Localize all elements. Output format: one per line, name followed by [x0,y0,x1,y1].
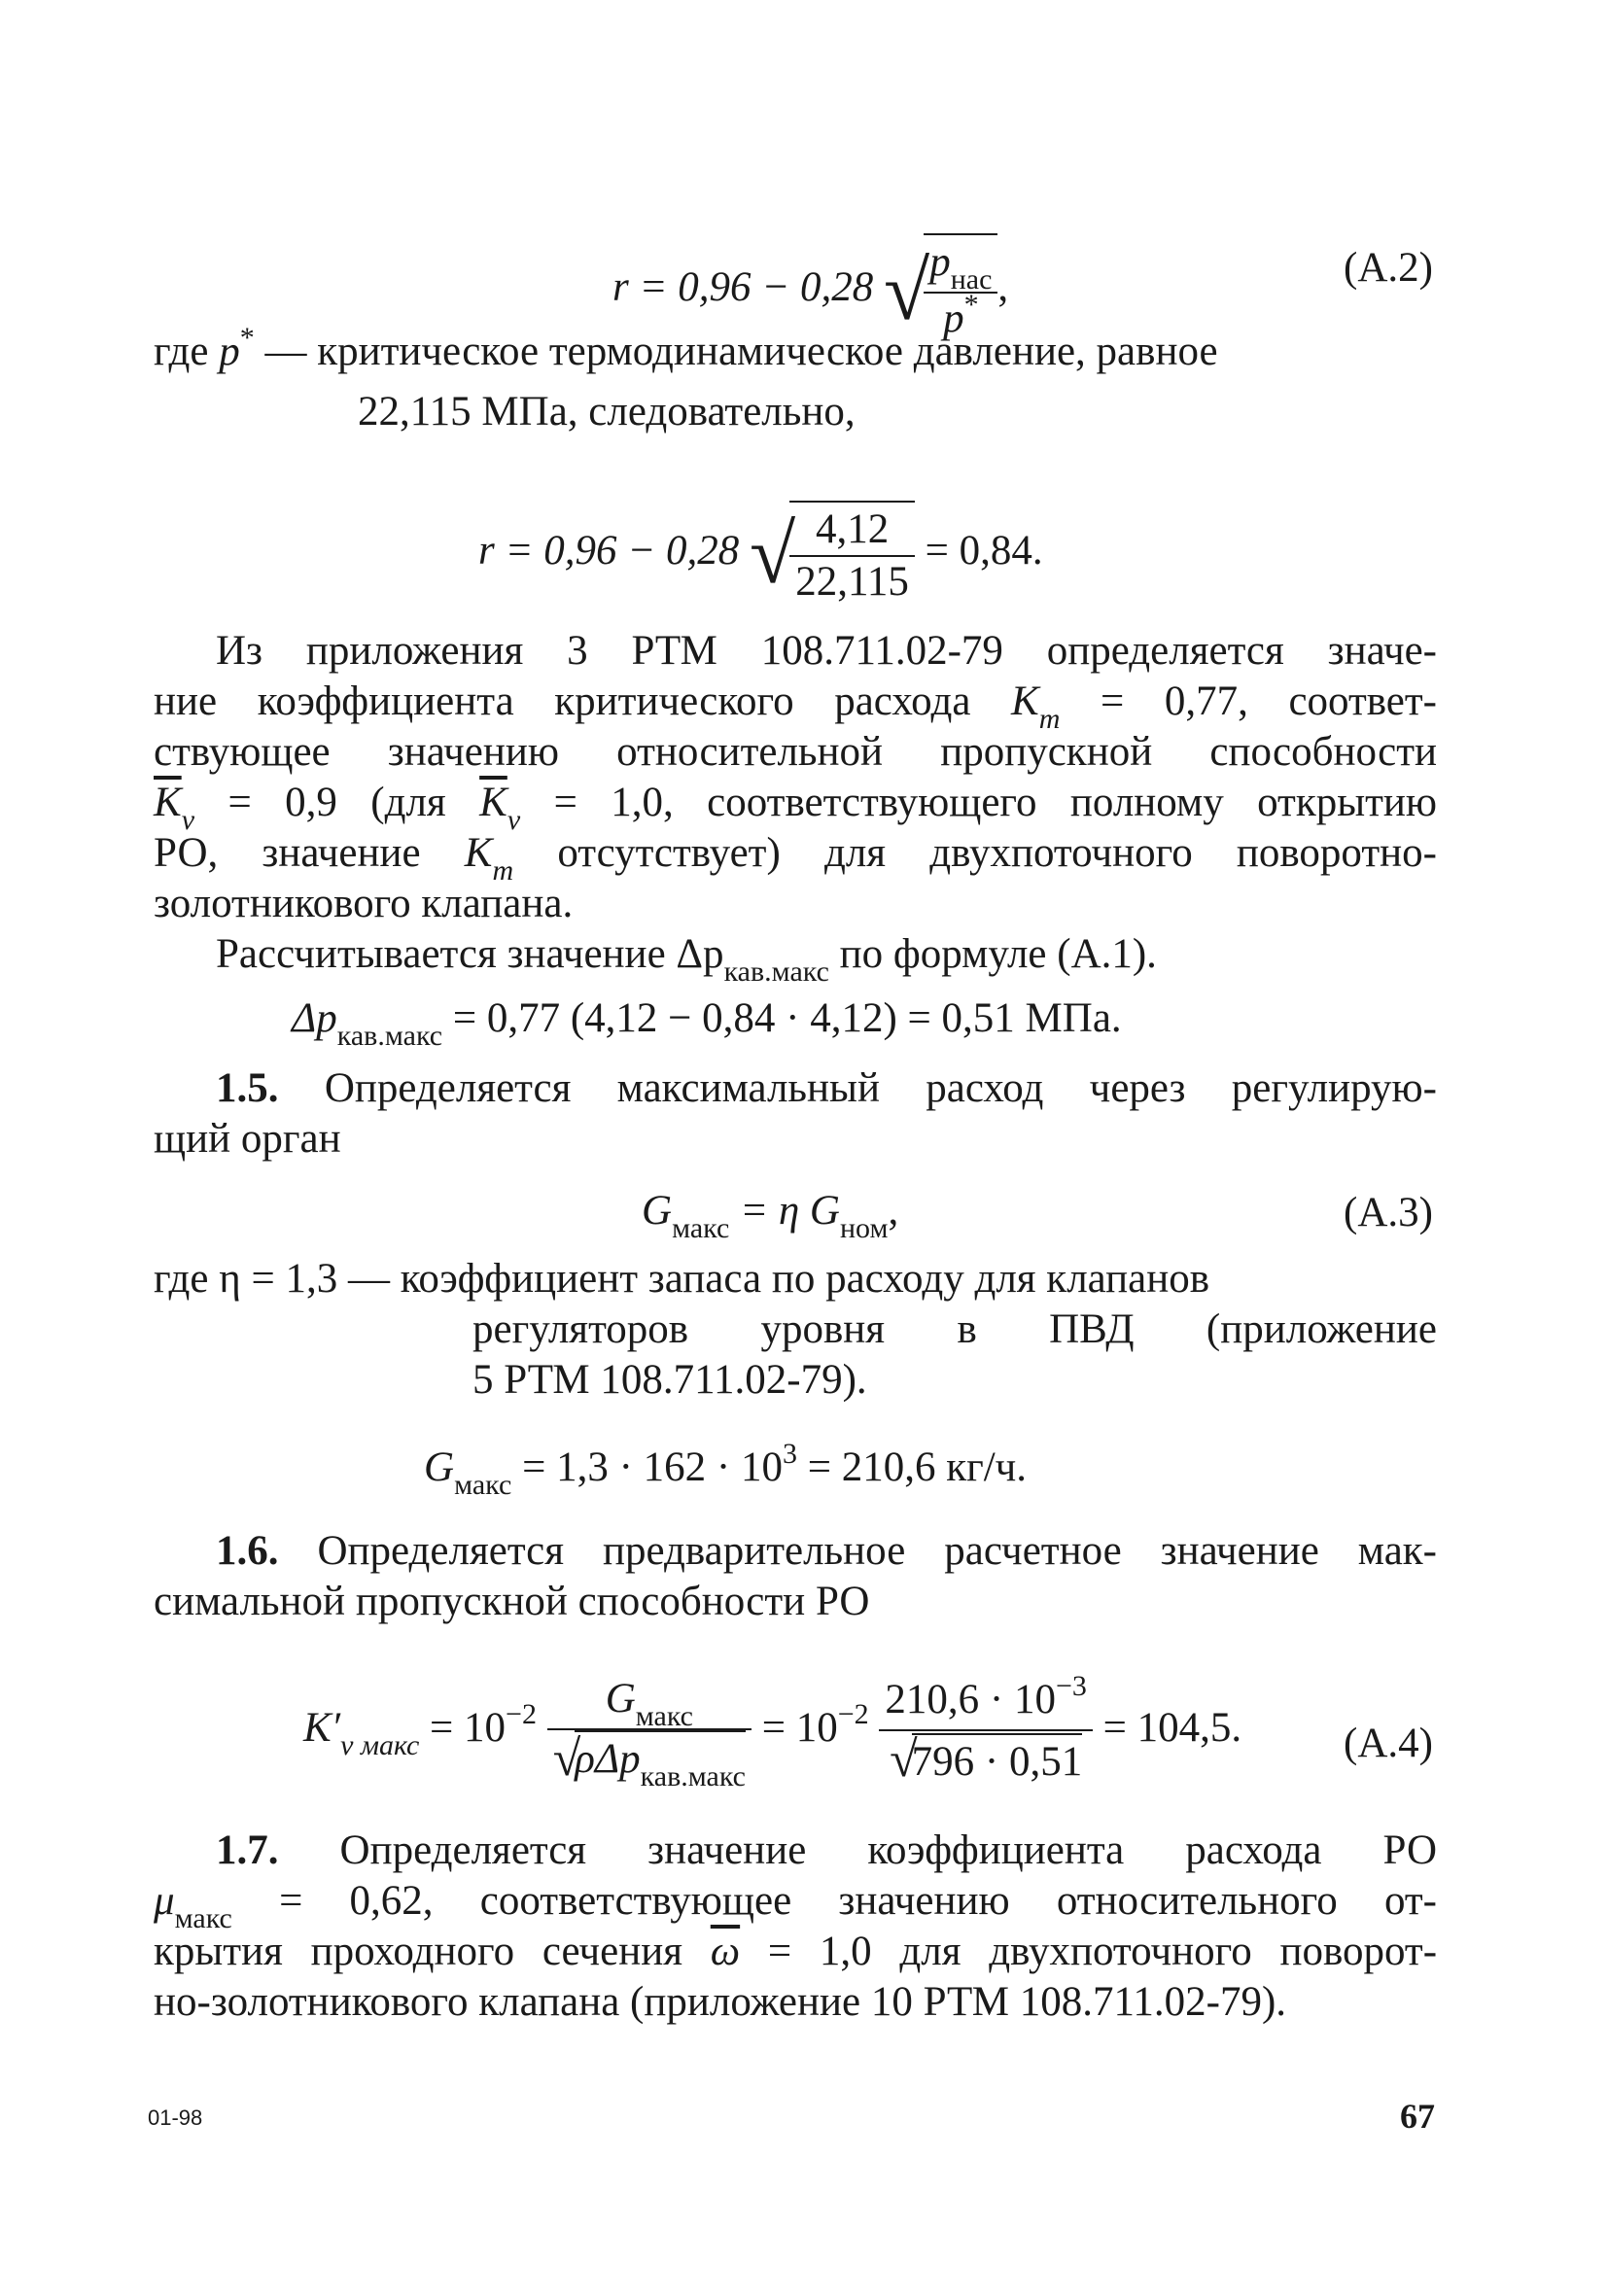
para-app3-line6: золотникового клапана. [154,881,574,926]
sec-1-7-omega: $\overline{\omega}$ [710,1929,741,1974]
eq-a2-tail: , [997,263,1009,310]
para-app3-line4b: = 1,0, соответствующего полному открытию [553,780,1438,825]
equation-dp [292,993,1122,1052]
para-app3-line5 [154,828,1437,887]
page-number: 67 [1400,2097,1435,2136]
sec-1-7-line4: но-золотникового клапана (приложение 10 РТМ 108.711.02-79). [154,1979,1287,2025]
eq-a4-num1: G [605,1676,636,1722]
sec-1-7-number: 1.7. [216,1827,279,1873]
eq-a3-tail: , [888,1188,899,1234]
where-eta-line1: где η = 1,3 — коэффициент запаса по расходу для клапанов [154,1256,1210,1302]
para-app3-kv1: $\overline{K}$ [154,780,182,825]
equation-a4 [303,1670,1242,1792]
eq-a2-den-sup: * [963,289,979,321]
para-app3-km-sub: m [1038,703,1061,735]
where-pstar-sup: * [239,322,255,354]
eq-a4-eq2: = 10 [761,1704,838,1751]
para-app3-line2a: ние коэффициента критического расхода [154,678,971,724]
para-app3-line3: ствующее значению относительной пропускной способности [154,729,1437,775]
where-eta-line2: регуляторов уровня в ПВД (приложение [472,1306,1437,1352]
where-pstar-line1 [154,322,1218,381]
where-pstar-sym: p [219,329,240,374]
para-app3-line2b: = 0,77, соответ- [1100,678,1438,724]
equation-a3 [642,1186,899,1244]
sec-1-7-text1: Определяется значение коэффициента расхода РО [339,1827,1437,1873]
para-app3-line4 [154,778,1438,836]
eq-a4-num2-sup: −3 [1056,1670,1087,1703]
eq-a4-den1-sub: кав.макс [640,1760,746,1792]
eq-a4-fraction2: $\frac{210,6 \cdot 10^{-3}}{√796 \cdot 0,51}$ [879,1675,1093,1788]
eq-a4-exp2: −2 [837,1697,869,1730]
where-pstar-line2: 22,115 МПа, следовательно, [358,389,856,435]
sec-1-7-text3a: крытия проходного сечения [154,1929,683,1974]
where-pstar-lead: где [154,329,209,374]
eq-a4-num1-sub: макс [635,1700,693,1732]
sec-1-6-line1 [216,1526,1437,1577]
sec-1-6-number: 1.6. [216,1528,279,1574]
sec-1-7-line1 [216,1826,1437,1876]
eq-a4-den2: 796 · 0,51 [912,1733,1083,1788]
eq-g-g: G [424,1444,455,1490]
eq-a4-rhs: = 104,5. [1102,1704,1242,1751]
sec-1-7-text2: = 0,62, соответствующее значению относительного от- [279,1878,1438,1924]
eq-dp-sub: кав.макс [336,1020,443,1052]
equation-g [424,1438,1028,1501]
eq-g-b: = 210,6 кг/ч. [807,1444,1028,1490]
where-eta-line3: 5 РТМ 108.711.02-79). [472,1357,867,1403]
para-app3-kv2: $\overline{K}$ [479,780,507,825]
para-app3-line5b: отсутствует) для двухпоточного поворотно- [557,830,1437,876]
eq-g-sub: макс [454,1469,512,1501]
eq-a3-g: G [642,1188,673,1234]
eq-a2-num: p [929,239,951,285]
sec-1-5-line1 [216,1063,1437,1114]
eq-a4-num2: 210,6 · 10 [885,1677,1056,1723]
para-app3-line5a: РО, значение [154,830,421,876]
sec-1-7-line2 [154,1876,1438,1934]
eq-a3-mid: = η G [740,1188,840,1234]
sec-1-7-line3 [154,1927,1437,1977]
eq-a3-sub1: макс [672,1212,730,1244]
eq-r-lhs: r = 0,96 − 0,28 [478,527,740,574]
sec-1-7-mu: μ [154,1878,175,1924]
para-app3-km2-sub: m [492,854,514,887]
para-calc [216,929,1157,988]
para-calc-sub: кав.макс [723,956,829,988]
eq-a2-num-sub: нас [950,263,993,296]
para-app3-km: K [1011,678,1039,724]
eq-a4-eq1: = 10 [430,1704,507,1751]
eq-a4-den1: ρΔp [575,1736,641,1782]
eq-a4-exp1: −2 [506,1697,537,1730]
eq-r-num: 4,12 [789,504,915,557]
eq-a2-den: p [943,296,964,341]
where-pstar-text1: — критическое термодинамическое давление, равное [264,329,1218,374]
sec-1-6-line2: симальной пропускной способности РО [154,1579,870,1624]
eq-a2-label: (А.2) [1344,245,1433,291]
sec-1-5-text1: Определяется максимальный расход через регулирую- [324,1065,1437,1111]
eq-r-rhs: = 0,84. [925,527,1043,574]
eq-a2-lhs: r = 0,96 − 0,28 [612,263,874,310]
eq-g-sup: 3 [782,1438,797,1470]
para-app3-km2: K [464,830,493,876]
eq-a4-label: (А.4) [1344,1721,1433,1766]
footer-code: 01-98 [148,2105,203,2130]
sec-1-5-number: 1.5. [216,1065,279,1111]
eq-a3-label: (А.3) [1344,1190,1433,1235]
eq-r-den: 22,115 [795,559,909,605]
eq-a4-k: K′ [303,1704,341,1751]
eq-dp-rhs: = 0,77 (4,12 − 0,84 · 4,12) = 0,51 МПа. [452,995,1122,1041]
equation-r [478,501,1043,608]
eq-r-radical: √ $\frac{4,12}{22,115}$ [750,501,915,608]
sec-1-7-mu-sub: макс [174,1902,232,1934]
para-app3-kv1-sub: v [181,804,195,836]
sec-1-7-text3b: = 1,0 для двухпоточного поворот- [767,1929,1438,1974]
para-app3-kv2-sub: v [507,804,521,836]
para-app3-line2 [154,677,1438,735]
para-app3-line4a: = 0,9 (для [227,780,446,825]
eq-g-a: = 1,3 · 162 · 10 [522,1444,783,1490]
eq-a2-radical: √ $\frac{p_{нас}}{p^*}$ [884,233,997,348]
sec-1-5-line2: щий орган [154,1116,341,1162]
sec-1-6-text1: Определяется предварительное расчетное значение мак- [317,1528,1438,1574]
eq-a4-fraction1: $\frac{G_{макс}}{√\rho\Delta p_{кав.макс}}$ [547,1674,752,1789]
eq-dp-lhs: Δp [292,995,337,1041]
para-calc-b: по формуле (А.1). [839,931,1157,977]
para-calc-a: Рассчитывается значение Δp [216,931,724,977]
para-app3-line1: Из приложения 3 РТМ 108.711.02-79 определяется значе- [216,628,1437,674]
eq-a3-sub2: ном [839,1212,889,1244]
eq-a4-ksub: v макс [340,1728,420,1761]
